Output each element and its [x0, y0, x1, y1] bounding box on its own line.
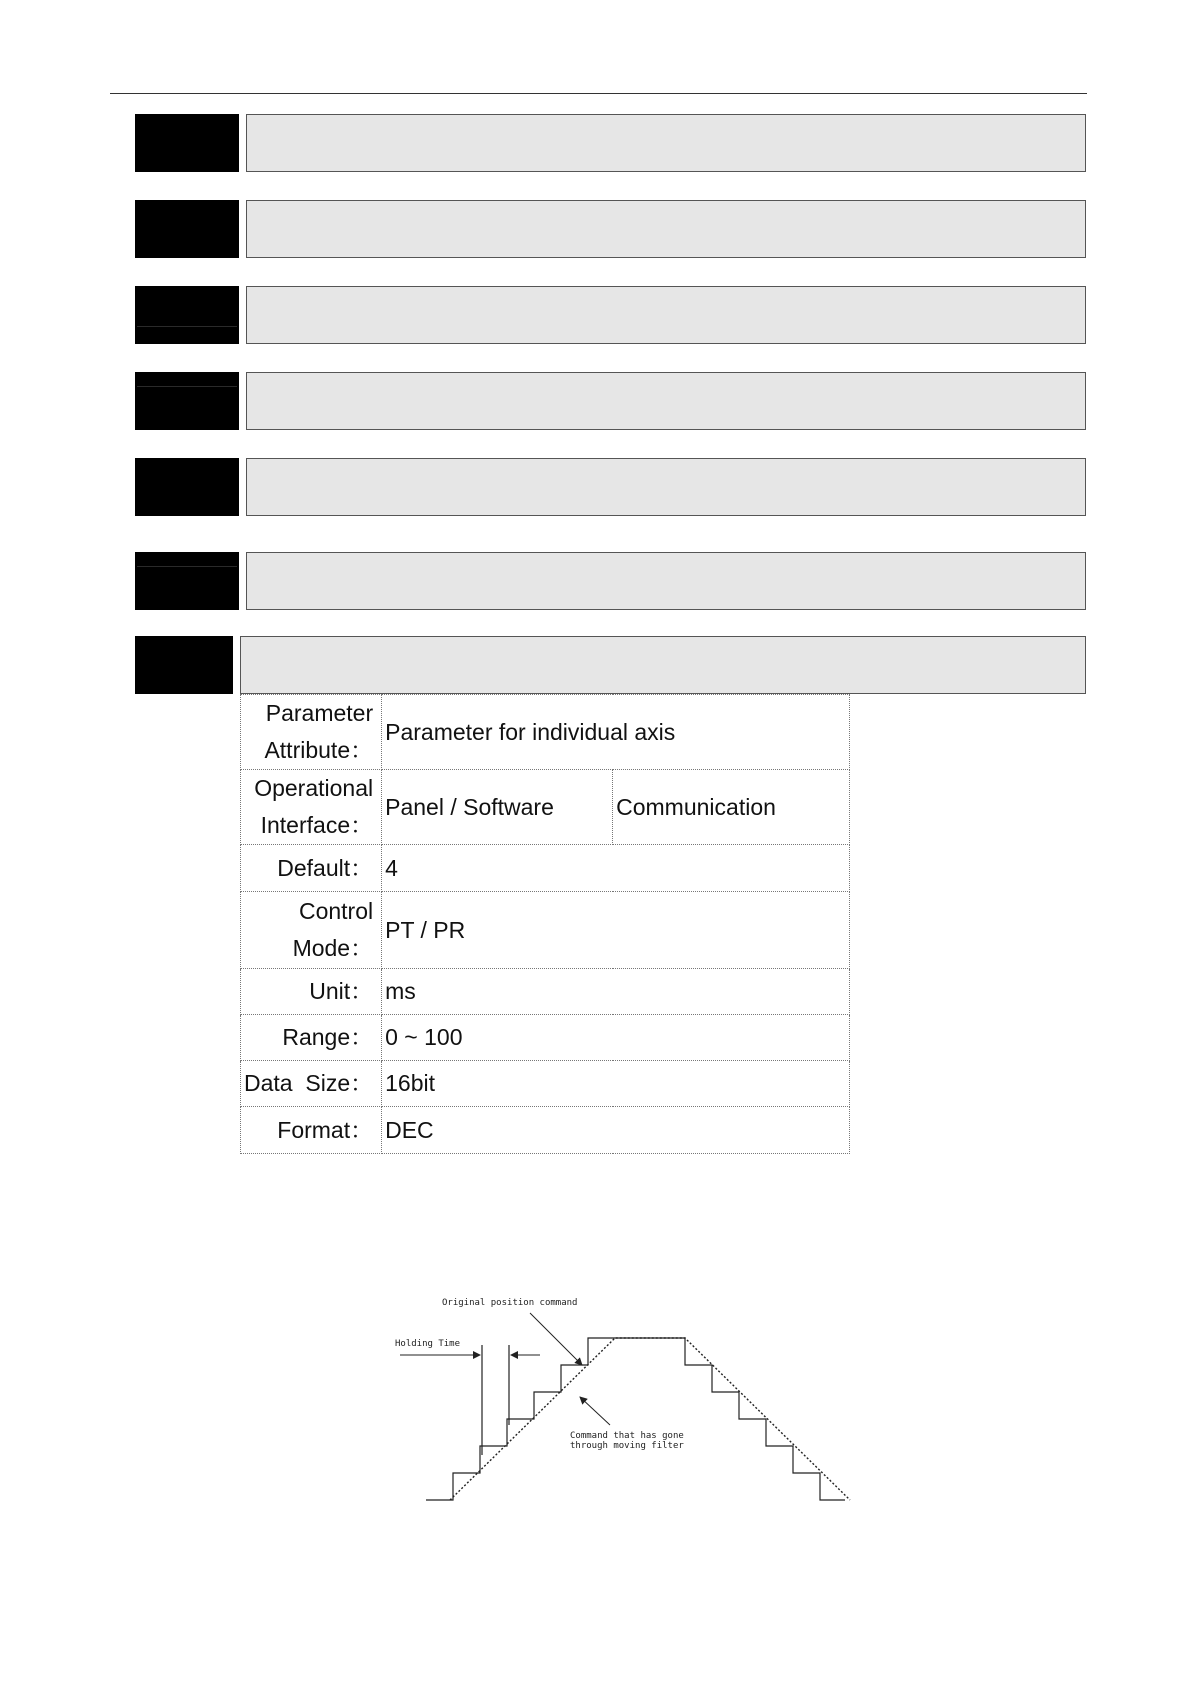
- row-value-secondary: Communication: [613, 770, 850, 845]
- param-address-box: [836, 552, 1086, 610]
- param-header-row: [135, 458, 1087, 516]
- param-code-box: [135, 114, 239, 172]
- header-rule: [110, 93, 1087, 94]
- row-label: Range：: [241, 1015, 382, 1061]
- row-value: Panel / Software: [382, 770, 613, 845]
- row-label: Operational Interface：: [241, 770, 382, 845]
- row-value: DEC: [382, 1107, 850, 1154]
- table-row: [241, 1061, 850, 1107]
- row-label: Parameter Attribute：: [241, 695, 382, 770]
- param-name-box: [246, 458, 838, 516]
- row-value: 4: [382, 845, 850, 892]
- row-value: 0 ~ 100: [382, 1015, 850, 1061]
- param-code-box: [135, 458, 239, 516]
- param-header-row: [135, 286, 1087, 344]
- filtered-command-pointer: [580, 1397, 610, 1425]
- param-name-box: [246, 552, 838, 610]
- param-header-row: [135, 372, 1087, 430]
- param-address-box: [836, 114, 1086, 172]
- param-header-row: [135, 552, 1087, 610]
- table-row: [241, 1015, 850, 1061]
- table-row: [241, 695, 850, 770]
- param-header-row: [135, 114, 1087, 172]
- param-name-box: [246, 200, 838, 258]
- param-address-box: [836, 372, 1086, 430]
- table-row: [241, 1107, 850, 1154]
- row-value: ms: [382, 969, 850, 1015]
- table-row: [241, 892, 850, 969]
- moving-filter-diagram: [390, 1285, 860, 1535]
- param-code-cell: [240, 636, 377, 694]
- param-header-row: [135, 200, 1087, 258]
- row-label: Format：: [241, 1107, 382, 1154]
- param-header-row-current: [135, 636, 1087, 694]
- param-address-box: [836, 200, 1086, 258]
- row-label: Default：: [241, 845, 382, 892]
- row-value: 16bit: [382, 1061, 850, 1107]
- row-value: Parameter for individual axis: [382, 695, 850, 770]
- row-label: Control Mode：: [241, 892, 382, 969]
- original-command-staircase: [426, 1338, 845, 1500]
- original-command-pointer: [530, 1313, 582, 1365]
- param-code-box: [135, 372, 239, 430]
- param-code-box: [135, 286, 239, 344]
- row-value: PT / PR: [382, 892, 850, 969]
- param-code-box: [135, 636, 233, 694]
- holding-time-label: Holding Time: [395, 1339, 461, 1349]
- param-code-box: [135, 200, 239, 258]
- param-address-box: [836, 458, 1086, 516]
- param-address-cell: [848, 636, 1086, 694]
- param-address-box: [836, 286, 1086, 344]
- filtered-command-label-2: through moving filter: [570, 1441, 684, 1451]
- original-command-label: Original position command: [442, 1298, 578, 1308]
- param-name-box: [246, 286, 838, 344]
- param-name-box: [246, 372, 838, 430]
- row-label: Data Size：: [241, 1061, 382, 1107]
- row-label: Unit：: [241, 969, 382, 1015]
- param-name-cell: [375, 636, 849, 694]
- table-row: [241, 969, 850, 1015]
- table-row: [241, 845, 850, 892]
- parameter-attribute-table: [240, 694, 850, 1154]
- table-row: [241, 770, 850, 845]
- param-code-box: [135, 552, 239, 610]
- filtered-command-label: Command that has gone: [570, 1431, 684, 1441]
- param-name-box: [246, 114, 838, 172]
